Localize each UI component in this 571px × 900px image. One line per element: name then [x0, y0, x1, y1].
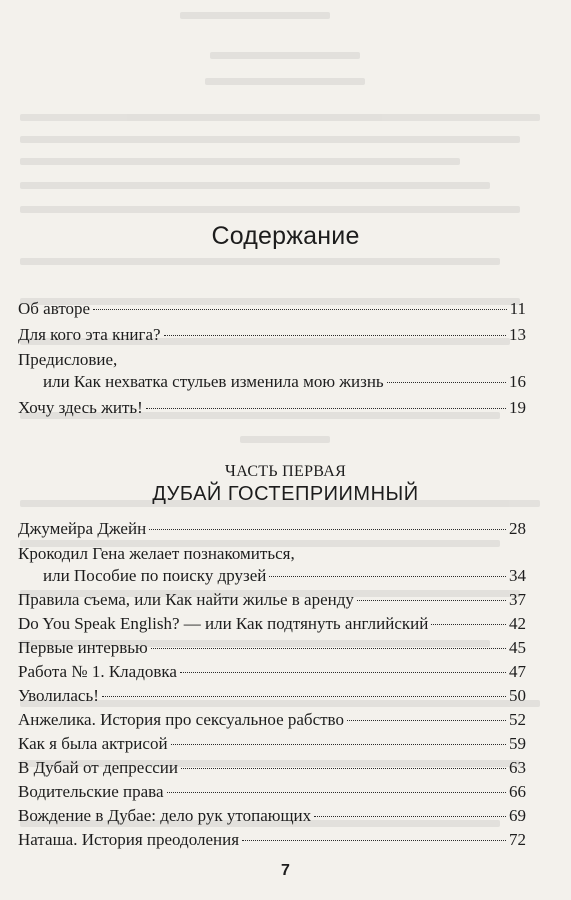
toc-entry[interactable] — [18, 637, 526, 659]
entry-page: 42 — [509, 614, 526, 633]
entry-title: Об авторе — [18, 299, 91, 318]
dot-leader — [93, 309, 507, 310]
contents-title: Содержание — [211, 222, 360, 250]
toc-part-one — [18, 518, 526, 851]
toc-entry[interactable] — [18, 757, 526, 779]
entry-title: Для кого эта книга? — [18, 325, 161, 344]
dot-leader — [357, 600, 506, 601]
toc-entry[interactable] — [18, 781, 526, 803]
part-label-rest: АСТЬ ПЕРВАЯ — [236, 463, 347, 480]
toc-entry-about-author[interactable] — [18, 298, 526, 320]
entry-title-line2: или Как нехватка стульев изменила мою жизнь — [43, 372, 384, 391]
toc-entry[interactable] — [18, 829, 526, 851]
entry-page: 45 — [509, 638, 526, 657]
dot-leader — [149, 529, 506, 530]
entry-title: Вождение в Дубае: дело рук утопающих — [18, 806, 312, 825]
entry-title: Уволилась! — [18, 686, 99, 705]
entry-page: 50 — [509, 686, 526, 705]
toc-entry[interactable] — [18, 685, 526, 707]
toc-entry[interactable] — [18, 733, 526, 755]
entry-title: Работа № 1. Кладовка — [18, 662, 177, 681]
entry-page: 72 — [509, 830, 526, 849]
entry-page: 37 — [509, 590, 526, 609]
dot-leader — [269, 576, 506, 577]
entry-title: Наташа. История преодоления — [18, 830, 240, 849]
dot-leader — [181, 768, 506, 769]
entry-page: 16 — [509, 372, 526, 391]
part-label — [0, 461, 571, 481]
dot-leader — [387, 382, 506, 383]
entry-title: Первые интервью — [18, 638, 148, 657]
entry-page: 13 — [509, 325, 526, 344]
part-title: ДУБАЙ ГОСТЕПРИИМНЫЙ — [152, 483, 419, 505]
toc-entry-want-to-live-here[interactable] — [18, 397, 526, 419]
entry-page: 47 — [509, 662, 526, 681]
entry-title: Как я была актрисой — [18, 734, 168, 753]
toc-entry-for-whom[interactable] — [18, 324, 526, 346]
entry-title: Хочу здесь жить! — [18, 398, 143, 417]
toc-entry[interactable] — [18, 805, 526, 827]
entry-page: 69 — [509, 806, 526, 825]
dot-leader — [146, 408, 506, 409]
dot-leader — [102, 696, 506, 697]
entry-page: 28 — [509, 519, 526, 538]
toc-entry[interactable] — [18, 661, 526, 683]
entry-title: Правила съема, или Как найти жилье в аренду — [18, 590, 354, 609]
dot-leader — [171, 744, 506, 745]
toc-entry-preface[interactable] — [18, 349, 526, 393]
dot-leader — [347, 720, 506, 721]
dot-leader — [180, 672, 506, 673]
entry-title: Анжелика. История про сексуальное рабство — [18, 710, 344, 729]
entry-page: 52 — [509, 710, 526, 729]
dot-leader — [431, 624, 506, 625]
entry-title: Джумейра Джейн — [18, 519, 147, 538]
entry-page: 63 — [509, 758, 526, 777]
entry-title: В Дубай от депрессии — [18, 758, 179, 777]
toc-intro — [18, 298, 526, 419]
toc-entry[interactable] — [18, 709, 526, 731]
toc-entry[interactable] — [18, 589, 526, 611]
toc-entry[interactable] — [18, 543, 526, 587]
entry-title-line1: Крокодил Гена желает познакомиться, — [18, 544, 295, 563]
dot-leader — [314, 816, 506, 817]
dot-leader — [151, 648, 506, 649]
entry-title-line2: или Пособие по поиску друзей — [43, 566, 267, 585]
dot-leader — [167, 792, 507, 793]
entry-page: 19 — [509, 398, 526, 417]
entry-page: 59 — [509, 734, 526, 753]
entry-title: Do You Speak English? — или Как подтянуть английский — [18, 614, 429, 633]
dot-leader — [242, 840, 506, 841]
entry-page: 66 — [509, 782, 526, 801]
page-number: 7 — [281, 862, 290, 879]
dot-leader — [164, 335, 506, 336]
part-label-initial: Ч — [224, 461, 237, 480]
toc-entry[interactable] — [18, 518, 526, 540]
entry-title-line1: Предисловие, — [18, 350, 118, 369]
entry-page: 11 — [509, 299, 526, 318]
entry-page: 34 — [509, 566, 526, 585]
entry-title: Водительские права — [18, 782, 164, 801]
toc-entry[interactable] — [18, 613, 526, 635]
